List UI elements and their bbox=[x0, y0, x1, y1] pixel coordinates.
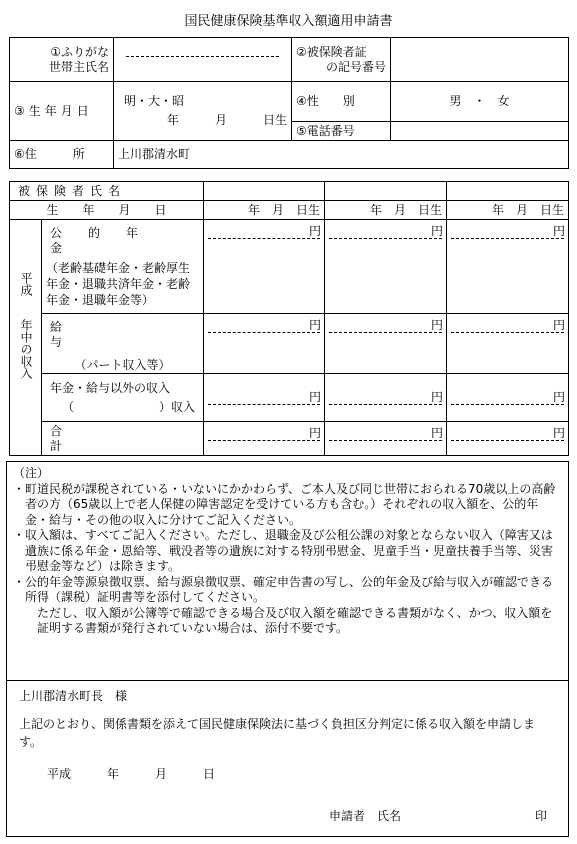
total-label bbox=[46, 424, 199, 454]
head-name-label: 世帯主氏名 bbox=[48, 59, 109, 74]
income-table bbox=[9, 181, 569, 456]
yen-unit: 円 bbox=[431, 224, 444, 238]
birth-header-cell bbox=[10, 201, 204, 220]
birth-field-3[interactable] bbox=[447, 201, 569, 220]
birth-header: 生 年 月 日 bbox=[46, 202, 167, 217]
other-income-close-text: ）収入 bbox=[159, 399, 196, 414]
yen-unit: 円 bbox=[309, 390, 322, 404]
other-income-amount-1[interactable] bbox=[204, 374, 325, 422]
yen-unit: 円 bbox=[431, 390, 444, 404]
insured-number-label-cell bbox=[292, 38, 391, 82]
side-label-income: 年中の収入 bbox=[19, 319, 33, 379]
address-label: ⑥住 所 bbox=[14, 147, 85, 161]
yen-unit: 円 bbox=[309, 224, 322, 238]
income-year-side-label bbox=[10, 220, 42, 456]
phone-label: ⑤電話番号 bbox=[296, 123, 355, 138]
total-amount-3[interactable] bbox=[447, 422, 569, 456]
pension-amount-2[interactable] bbox=[325, 220, 447, 314]
head-name-field[interactable] bbox=[114, 38, 292, 82]
other-income-label-2 bbox=[46, 400, 199, 415]
other-income-label-1: 年金・給与以外の収入 bbox=[50, 380, 171, 395]
other-income-amount-2[interactable] bbox=[325, 374, 447, 422]
insured-name-field-1[interactable] bbox=[204, 182, 325, 201]
furigana-name-label-cell bbox=[10, 38, 114, 82]
salary-note: （パート収入等） bbox=[74, 358, 171, 372]
applicant-name-label: 申請者 氏名 bbox=[329, 809, 402, 823]
total-amount-2[interactable] bbox=[325, 422, 447, 456]
furigana-label: ①ふりがな bbox=[50, 44, 109, 59]
sex-field[interactable] bbox=[391, 82, 569, 122]
notes-heading: （注） bbox=[13, 466, 50, 480]
salary-amount-1[interactable] bbox=[204, 314, 325, 374]
salary-amount-2[interactable] bbox=[325, 314, 447, 374]
pension-label bbox=[46, 226, 199, 256]
side-label-heisei: 平成 bbox=[19, 272, 33, 296]
addressee: 上川郡清水町長 様 bbox=[19, 689, 128, 703]
other-income-open-paren: （ bbox=[62, 399, 75, 414]
sex-label-cell bbox=[292, 82, 391, 122]
birth-col-1-text: 年 月 日生 bbox=[248, 202, 321, 217]
total-amount-1[interactable] bbox=[204, 422, 325, 456]
yen-unit: 円 bbox=[553, 390, 566, 404]
yen-unit: 円 bbox=[309, 426, 322, 440]
application-body: 上記のとおり、関係書類を添えて国民健康保険法に基づく負担区分判定に係る収入額を申請します。 bbox=[19, 717, 536, 749]
sex-options: 男 ・ 女 bbox=[449, 94, 510, 108]
note-item-2: ・収入額は、すべてご記入ください。ただし、退職金及び公租公課の対象とならない収入（障害又は遺族に係る年金・恩給等、戦没者等の遺族に対する特別弔慰金、児童手当・児童扶養手当等、災害弔慰金等など）は除きます。 bbox=[13, 528, 554, 573]
address-field[interactable] bbox=[114, 141, 569, 169]
pension-label-cell bbox=[42, 220, 204, 314]
other-income-amount-3[interactable] bbox=[447, 374, 569, 422]
birth-eras: 明・大・昭 bbox=[124, 94, 185, 108]
note-item-1: ・町道民税が課税されている・いないにかかわらず、ご本人及び同じ世帯におられる70歳以上の高齢者の方（65歳以上で老人保健の障害認定を受けている方も含む。）それぞれの収入額を、公的年金・給与・その他の収入に分けてご記入ください。 bbox=[13, 481, 556, 527]
note-item-3: ・公的年金等源泉徴収票、給与源泉徴収票、確定申告書の写し、公的年金及び給与収入が確認できる所得（課税）証明書等を添付してください。 bbox=[13, 574, 554, 604]
total-label-cell bbox=[42, 422, 204, 456]
other-income-label-cell bbox=[42, 374, 204, 422]
yen-unit: 円 bbox=[431, 318, 444, 332]
insured-name-field-2[interactable] bbox=[325, 182, 447, 201]
yen-unit: 円 bbox=[431, 426, 444, 440]
salary-label-text: 給与 bbox=[50, 320, 181, 349]
insured-number-label-1: ②被保険者証 bbox=[296, 44, 367, 59]
birth-year-unit: 年 bbox=[166, 113, 179, 127]
phone-field[interactable] bbox=[391, 122, 569, 141]
pension-amount-3[interactable] bbox=[447, 220, 569, 314]
household-info-table bbox=[9, 37, 569, 169]
seal-mark: 印 bbox=[535, 809, 548, 823]
birth-field-1[interactable] bbox=[204, 201, 325, 220]
insured-name-field-3[interactable] bbox=[447, 182, 569, 201]
birth-col-3-text: 年 月 日生 bbox=[492, 202, 565, 217]
insured-name-header-cell bbox=[10, 182, 204, 201]
address-label-cell bbox=[10, 141, 114, 169]
application-box bbox=[6, 681, 569, 837]
birth-col-2-text: 年 月 日生 bbox=[370, 202, 443, 217]
address-value: 上川郡清水町 bbox=[118, 147, 191, 161]
salary-label-cell bbox=[42, 314, 204, 374]
salary-amount-3[interactable] bbox=[447, 314, 569, 374]
birth-day-unit: 日生 bbox=[262, 113, 287, 127]
insured-name-header: 被保険者氏名 bbox=[18, 183, 127, 198]
birth-date-field[interactable] bbox=[114, 82, 292, 141]
pension-label-text: 公的年金 bbox=[50, 226, 165, 255]
yen-unit: 円 bbox=[553, 426, 566, 440]
pension-amount-1[interactable] bbox=[204, 220, 325, 314]
note-extra: ただし、収入額が公簿等で確認できる場合及び収入額を確認できる書類がなく、かつ、収入額を証明する書類が発行されていない場合は、添付不要です。 bbox=[37, 605, 553, 635]
sex-label: ④性 別 bbox=[296, 94, 355, 108]
total-label-text: 合計 bbox=[50, 423, 181, 453]
form-title: 国民健康保険基準収入額適用申請書 bbox=[184, 14, 393, 29]
birth-field-2[interactable] bbox=[325, 201, 447, 220]
insured-number-label-2: の記号番号 bbox=[325, 59, 386, 74]
notes-box bbox=[6, 461, 569, 681]
application-date: 平成 年 月 日 bbox=[47, 767, 216, 781]
furigana-dashed-line bbox=[126, 44, 279, 57]
birth-month-unit: 月 bbox=[214, 113, 227, 127]
phone-label-cell bbox=[292, 122, 391, 141]
yen-unit: 円 bbox=[309, 318, 322, 332]
birth-date-label-cell bbox=[10, 82, 114, 141]
yen-unit: 円 bbox=[553, 318, 566, 332]
salary-label bbox=[46, 320, 199, 350]
birth-date-label: ③生年月日 bbox=[14, 103, 93, 118]
yen-unit: 円 bbox=[553, 224, 566, 238]
pension-note: （老齢基礎年金・老齢厚生年金・退職共済年金・老齢年金・退職年金等） bbox=[46, 261, 191, 307]
insured-number-field[interactable] bbox=[391, 38, 569, 82]
